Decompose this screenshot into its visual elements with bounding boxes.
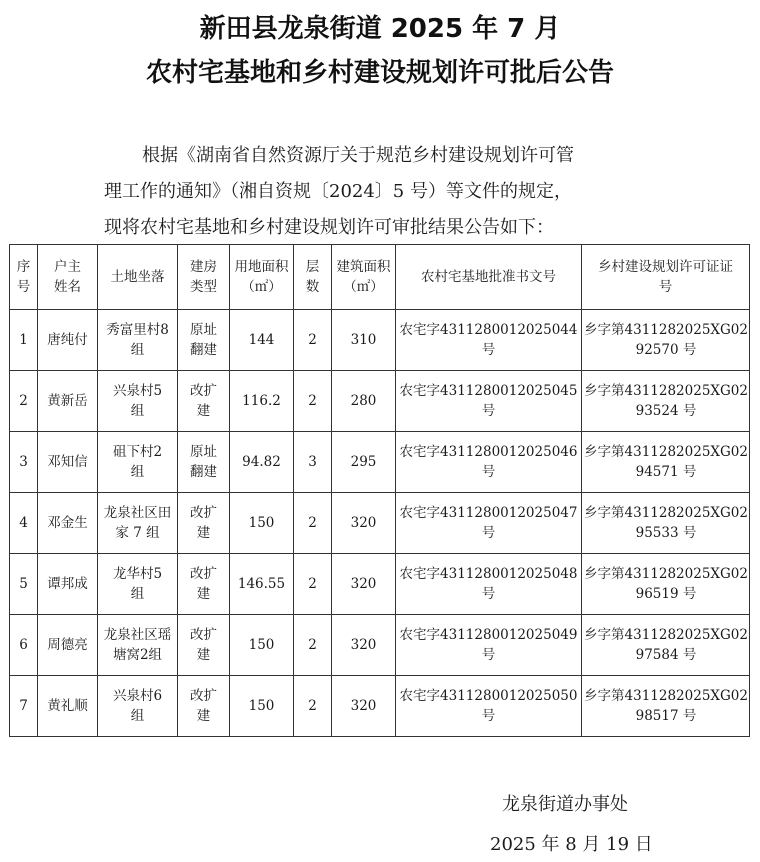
cell-permit-no: 乡字第4311282025XG0294571 号 — [582, 432, 750, 493]
intro-line-3: 现将农村宅基地和乡村建设规划许可审批结果公告如下： — [104, 217, 554, 238]
cell-permit-no: 乡字第4311282025XG0298517 号 — [582, 676, 750, 737]
cell-build-type: 改扩建 — [178, 676, 230, 737]
cell-floors: 3 — [294, 432, 332, 493]
table-row — [10, 432, 750, 493]
issuing-office: 龙泉街道办事处 — [502, 794, 628, 815]
cell-homestead-doc: 农宅字4311280012025049 号 — [396, 615, 582, 676]
cell-location: 秀富里村8组 — [98, 310, 178, 371]
cell-homestead-doc: 农宅字4311280012025046 号 — [396, 432, 582, 493]
cell-build-type: 原址翻建 — [178, 310, 230, 371]
cell-floors: 2 — [294, 310, 332, 371]
header-floors: 层数 — [294, 245, 332, 310]
intro-line-2: 理工作的通知》（湘自资规〔2024〕5 号）等文件的规定， — [104, 181, 572, 202]
cell-building-area: 280 — [332, 371, 396, 432]
header-permit-no: 乡村建设规划许可证证号 — [582, 245, 750, 310]
cell-permit-no: 乡字第4311282025XG0292570 号 — [582, 310, 750, 371]
cell-owner: 唐纯付 — [38, 310, 98, 371]
cell-land-area: 150 — [230, 676, 294, 737]
cell-owner: 邓金生 — [38, 493, 98, 554]
table-row — [10, 676, 750, 737]
cell-floors: 2 — [294, 676, 332, 737]
header-location: 土地坐落 — [98, 245, 178, 310]
table-header-row — [10, 245, 750, 310]
cell-building-area: 310 — [332, 310, 396, 371]
cell-floors: 2 — [294, 615, 332, 676]
cell-land-area: 150 — [230, 493, 294, 554]
cell-index: 4 — [10, 493, 38, 554]
title-line-2: 农村宅基地和乡村建设规划许可批后公告 — [145, 58, 614, 88]
header-homestead-doc: 农村宅基地批准书文号 — [396, 245, 582, 310]
cell-land-area: 150 — [230, 615, 294, 676]
cell-location: 龙泉社区田家 7 组 — [98, 493, 178, 554]
cell-build-type: 改扩建 — [178, 554, 230, 615]
cell-building-area: 320 — [332, 615, 396, 676]
cell-floors: 2 — [294, 371, 332, 432]
cell-index: 3 — [10, 432, 38, 493]
table-row — [10, 310, 750, 371]
cell-floors: 2 — [294, 554, 332, 615]
cell-location: 砠下村2组 — [98, 432, 178, 493]
cell-building-area: 295 — [332, 432, 396, 493]
cell-index: 7 — [10, 676, 38, 737]
cell-location: 龙华村5组 — [98, 554, 178, 615]
table-row — [10, 493, 750, 554]
cell-owner: 谭邦成 — [38, 554, 98, 615]
cell-land-area: 94.82 — [230, 432, 294, 493]
cell-land-area: 116.2 — [230, 371, 294, 432]
cell-index: 2 — [10, 371, 38, 432]
cell-building-area: 320 — [332, 676, 396, 737]
cell-permit-no: 乡字第4311282025XG0295533 号 — [582, 493, 750, 554]
cell-permit-no: 乡字第4311282025XG0297584 号 — [582, 615, 750, 676]
cell-index: 6 — [10, 615, 38, 676]
cell-build-type: 改扩建 — [178, 615, 230, 676]
issue-date: 2025 年 8 月 19 日 — [490, 834, 653, 855]
cell-build-type: 改扩建 — [178, 493, 230, 554]
table-row — [10, 554, 750, 615]
intro-line-1: 根据《湖南省自然资源厅关于规范乡村建设规划许可管 — [142, 145, 574, 166]
cell-location: 兴泉村5组 — [98, 371, 178, 432]
cell-owner: 黄新岳 — [38, 371, 98, 432]
header-build-type: 建房类型 — [178, 245, 230, 310]
header-building-area: 建筑面积（㎡） — [332, 245, 396, 310]
cell-permit-no: 乡字第4311282025XG0293524 号 — [582, 371, 750, 432]
cell-homestead-doc: 农宅字4311280012025047 号 — [396, 493, 582, 554]
cell-homestead-doc: 农宅字4311280012025050 号 — [396, 676, 582, 737]
intro-paragraph — [104, 138, 664, 246]
cell-location: 龙泉社区瑶塘窝2组 — [98, 615, 178, 676]
table-row — [10, 371, 750, 432]
cell-homestead-doc: 农宅字4311280012025045 号 — [396, 371, 582, 432]
cell-building-area: 320 — [332, 554, 396, 615]
cell-floors: 2 — [294, 493, 332, 554]
cell-building-area: 320 — [332, 493, 396, 554]
cell-build-type: 改扩建 — [178, 371, 230, 432]
cell-land-area: 146.55 — [230, 554, 294, 615]
cell-owner: 邓知信 — [38, 432, 98, 493]
cell-index: 1 — [10, 310, 38, 371]
approval-table — [9, 244, 750, 737]
cell-homestead-doc: 农宅字4311280012025044 号 — [396, 310, 582, 371]
cell-homestead-doc: 农宅字4311280012025048 号 — [396, 554, 582, 615]
cell-owner: 黄礼顺 — [38, 676, 98, 737]
header-land-area: 用地面积（㎡） — [230, 245, 294, 310]
cell-location: 兴泉村6组 — [98, 676, 178, 737]
cell-owner: 周德亮 — [38, 615, 98, 676]
cell-index: 5 — [10, 554, 38, 615]
cell-land-area: 144 — [230, 310, 294, 371]
cell-build-type: 原址翻建 — [178, 432, 230, 493]
header-index: 序号 — [10, 245, 38, 310]
title-line-1: 新田县龙泉街道 2025 年 7 月 — [199, 14, 561, 44]
table-row — [10, 615, 750, 676]
cell-permit-no: 乡字第4311282025XG0296519 号 — [582, 554, 750, 615]
header-owner: 户主姓名 — [38, 245, 98, 310]
